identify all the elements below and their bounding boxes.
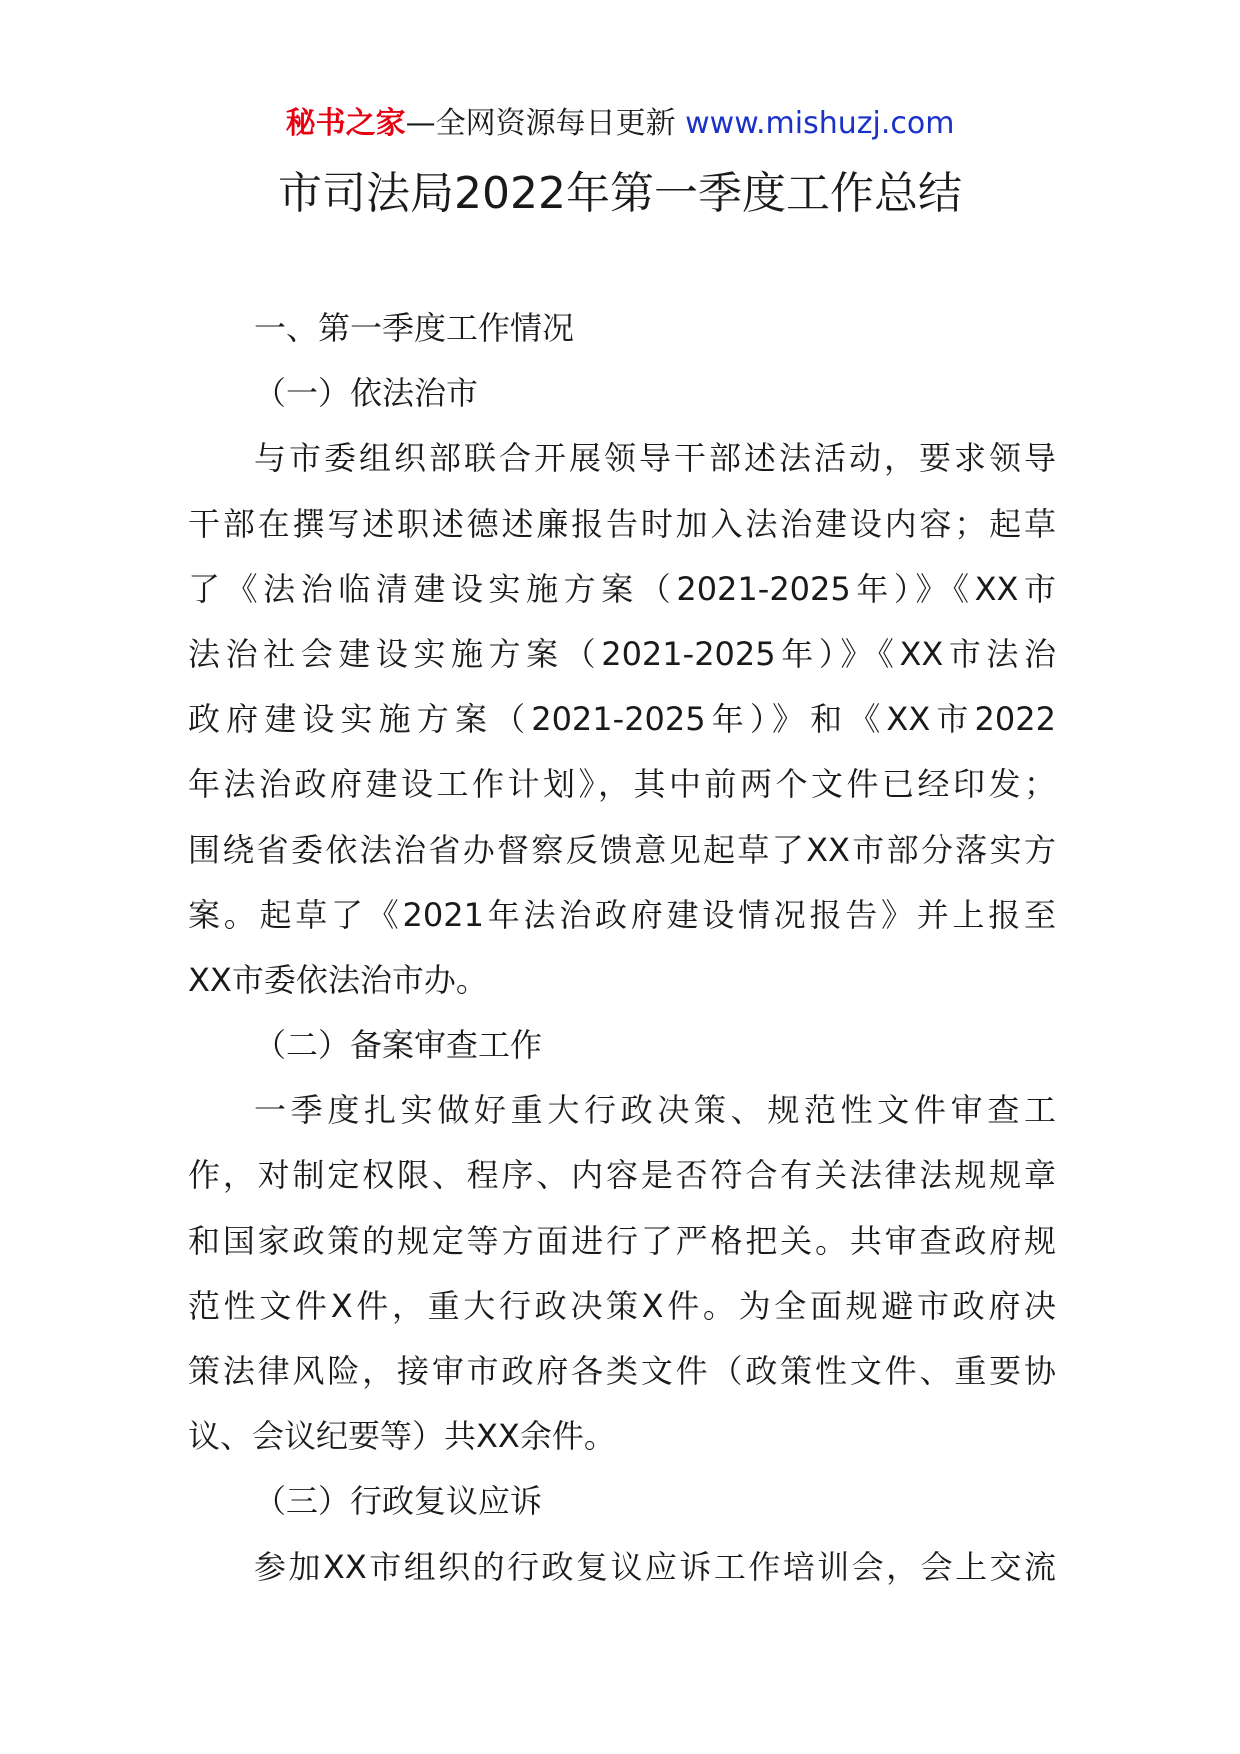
paragraph-line: XX市委依法治市办。 bbox=[188, 960, 488, 999]
site-url[interactable]: www.mishuzj.com bbox=[685, 106, 955, 141]
brand-name: 秘书之家 bbox=[285, 106, 406, 141]
section-heading: （二）备案审查工作 bbox=[254, 1026, 543, 1065]
paragraph-line: 与市委组织部联合开展领导干部述法活动，要求领导 bbox=[254, 439, 1056, 478]
header-banner bbox=[0, 104, 1240, 144]
paragraph-line: 围绕省委依法治省办督察反馈意见起草了XX市部分落实方 bbox=[188, 830, 1056, 869]
paragraph-line: 参加XX市组织的行政复议应诉工作培训会，会上交流 bbox=[254, 1547, 1056, 1586]
section-heading: 一、第一季度工作情况 bbox=[254, 309, 575, 347]
paragraph-line: 议、会议纪要等）共XX余件。 bbox=[188, 1417, 616, 1456]
document-title: 市司法局2022年第一季度工作总结 bbox=[278, 168, 962, 219]
paragraph-line: 了《法治临清建设实施方案（2021-2025年）》《XX市 bbox=[188, 569, 1056, 608]
paragraph-line: 和国家政策的规定等方面进行了严格把关。共审查政府规 bbox=[188, 1221, 1056, 1260]
paragraph-line: 法治社会建设实施方案（2021-2025年）》《XX市法治 bbox=[188, 634, 1056, 673]
section-heading: （一）依法治市 bbox=[254, 374, 479, 413]
document-body bbox=[188, 296, 1056, 1600]
paragraph-line: 一季度扎实做好重大行政决策、规范性文件审查工 bbox=[254, 1091, 1056, 1130]
paragraph-line: 政府建设实施方案（2021-2025年）》和《XX市2022 bbox=[188, 700, 1056, 739]
paragraph-line: 范性文件X件，重大行政决策X件。为全面规避市政府决 bbox=[188, 1286, 1056, 1325]
paragraph-line: 干部在撰写述职述德述廉报告时加入法治建设内容；起草 bbox=[188, 504, 1056, 543]
paragraph-line: 年法治政府建设工作计划》，其中前两个文件已经印发； bbox=[188, 765, 1056, 804]
section-heading: （三）行政复议应诉 bbox=[254, 1482, 543, 1521]
paragraph-line: 作，对制定权限、程序、内容是否符合有关法律法规规章 bbox=[188, 1156, 1056, 1195]
banner-tagline: —全网资源每日更新 bbox=[405, 106, 686, 141]
paragraph-line: 案。起草了《2021年法治政府建设情况报告》并上报至 bbox=[188, 895, 1056, 934]
paragraph-line: 策法律风险，接审市政府各类文件（政策性文件、重要协 bbox=[188, 1352, 1056, 1390]
